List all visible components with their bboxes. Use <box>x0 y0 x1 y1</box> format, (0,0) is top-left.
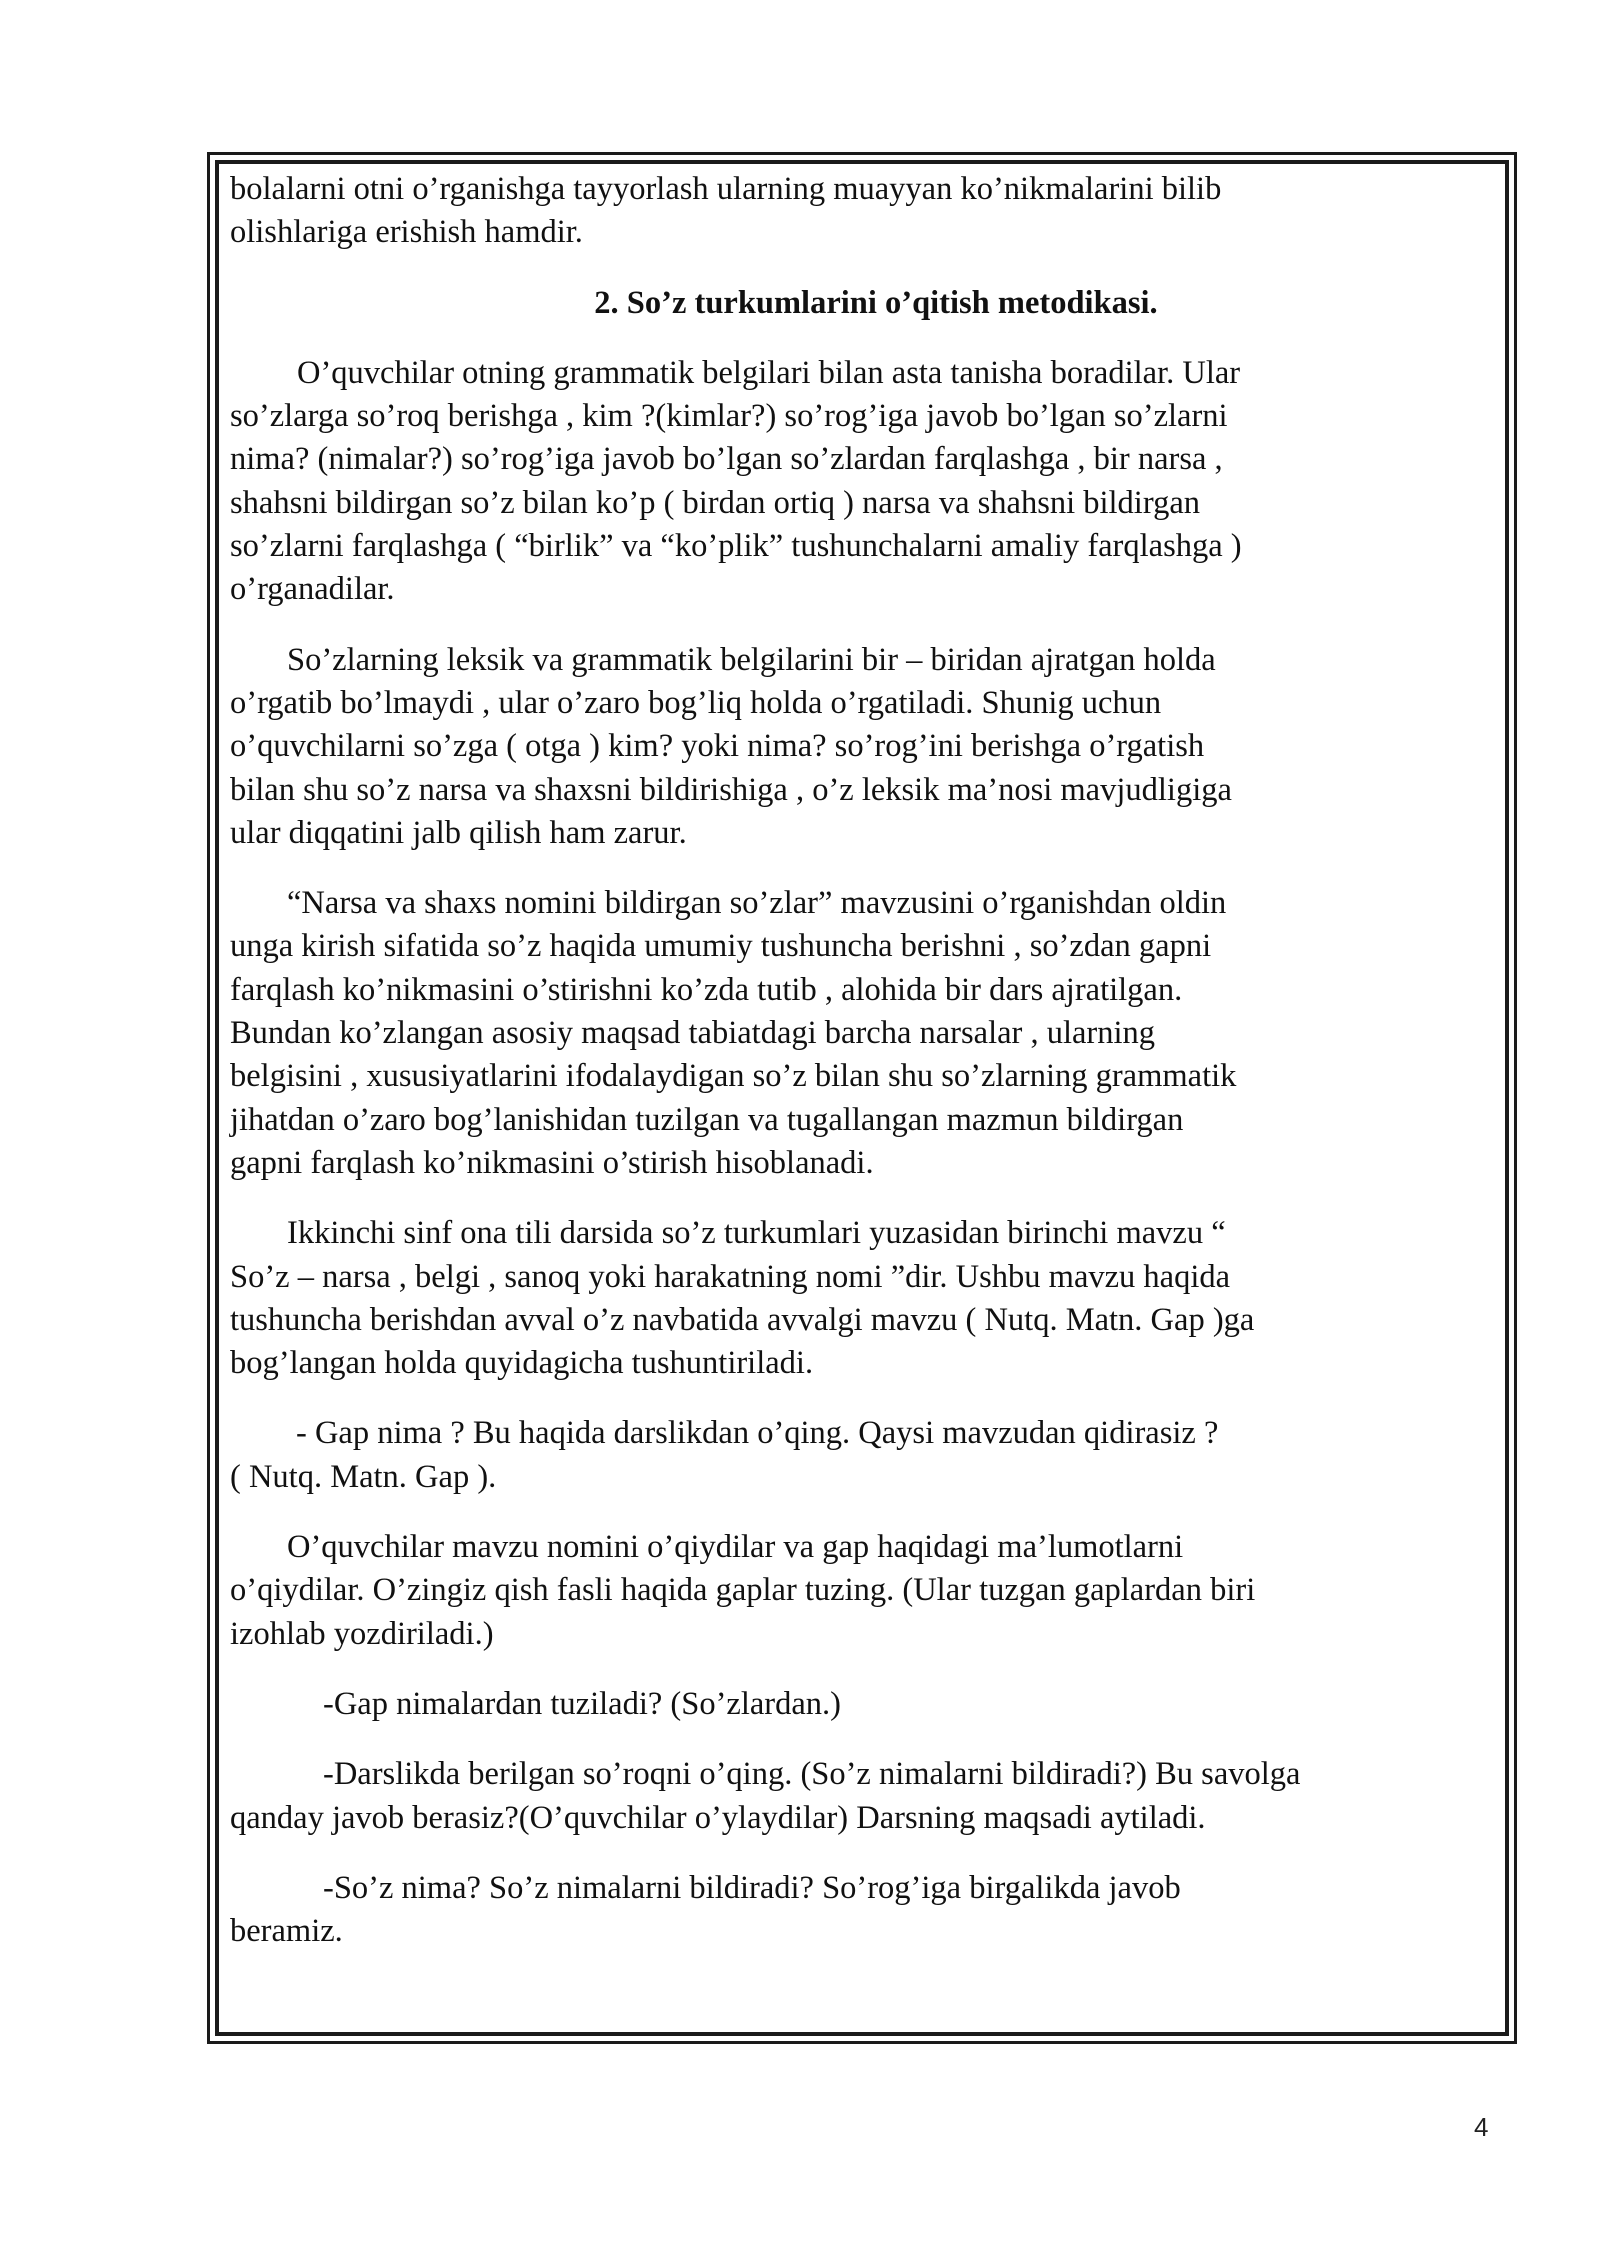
text-line: -Darslikda berilgan so’roqni o’qing. (So’z nimalarni bildiradi?) Bu savolga <box>323 1756 1301 1793</box>
text-line: jihatdan o’zaro bog’lanishidan tuzilgan va tugallangan mazmun bildirgan <box>230 1101 1184 1138</box>
text-line: -Gap nimalardan tuziladi? (So’zlardan.) <box>323 1685 841 1722</box>
text-line: farqlash ko’nikmasini o’stirishni ko’zda tutib , alohida bir dars ajratilgan. <box>230 971 1183 1008</box>
text-line: So’z – narsa , belgi , sanoq yoki harakatning nomi ”dir. Ushbu mavzu haqida <box>230 1258 1231 1295</box>
text-line: ( Nutq. Matn. Gap ). <box>230 1458 497 1495</box>
page-number: 4 <box>1474 2112 1489 2142</box>
text-line: -So’z nima? So’z nimalarni bildiradi? So’rog’iga birgalikda javob <box>323 1869 1181 1906</box>
text-line: shahsni bildirgan so’z bilan ko’p ( birdan ortiq ) narsa va shahsni bildirgan <box>230 484 1201 521</box>
paragraph-5 <box>230 1412 1492 1499</box>
text-line: izohlab yozdiriladi.) <box>230 1615 494 1652</box>
paragraph-6 <box>230 1526 1492 1656</box>
text-line: So’zlarning leksik va grammatik belgilarini bir – biridan ajratgan holda <box>287 641 1216 678</box>
section-heading: 2. So’z turkumlarini o’qitish metodikasi. <box>594 284 1158 321</box>
text-line: belgisini , xususiyatlarini ifodalaydigan so’z bilan shu so’zlarning grammatik <box>230 1058 1237 1095</box>
text-line: so’zlarni farqlashga ( “birlik” va “ko’plik” tushunchalarni amaliy farqlashga ) <box>230 528 1242 565</box>
text-line: qanday javob berasiz?(O’quvchilar o’ylaydilar) Darsning maqsadi aytiladi. <box>230 1799 1206 1836</box>
text-line: bolalarni otni o’rganishga tayyorlash ularning muayyan ko’nikmalarini bilib <box>230 171 1222 207</box>
text-line: olishlariga erishish hamdir. <box>230 214 583 251</box>
text-line: o’rganadilar. <box>230 571 395 608</box>
text-line: so’zlarga so’roq berishga , kim ?(kimlar?) so’rog’iga javob bo’lgan so’zlarni <box>230 398 1228 435</box>
text-line: o’qiydilar. O’zingiz qish fasli haqida gaplar tuzing. (Ular tuzgan gaplardan biri <box>230 1572 1256 1609</box>
text-line: Ikkinchi sinf ona tili darsida so’z turkumlari yuzasidan birinchi mavzu “ <box>287 1215 1226 1252</box>
paragraph-2 <box>230 639 1492 855</box>
text-line: “Narsa va shaxs nomini bildirgan so’zlar” mavzusini o’rganishdan oldin <box>287 885 1227 922</box>
text-line: gapni farqlash ko’nikmasini o’stirish hisoblanadi. <box>230 1144 874 1181</box>
paragraph-8 <box>230 1753 1492 1840</box>
text-line: nima? (nimalar?) so’rog’iga javob bo’lgan so’zlardan farqlashga , bir narsa , <box>230 441 1223 478</box>
paragraph-9 <box>230 1867 1492 1954</box>
text-line: bog’langan holda quyidagicha tushuntiriladi. <box>230 1345 814 1382</box>
text-line: o’rgatib bo’lmaydi , ular o’zaro bog’liq holda o’rgatiladi. Shunig uchun <box>230 684 1162 721</box>
text-line: Bundan ko’zlangan asosiy maqsad tabiatdagi barcha narsalar , ularning <box>230 1015 1156 1052</box>
paragraph-4 <box>230 1212 1492 1385</box>
paragraph-3 <box>230 882 1492 1185</box>
text-line: o’quvchilarni so’zga ( otga ) kim? yoki nima? so’rog’ini berishga o’rgatish <box>230 728 1205 765</box>
paragraph-7 <box>230 1683 1492 1726</box>
text-line: ular diqqatini jalb qilish ham zarur. <box>230 814 687 851</box>
intro-paragraph <box>230 168 1492 255</box>
text-line: - Gap nima ? Bu haqida darslikdan o’qing. Qaysi mavzudan qidirasiz ? <box>296 1415 1219 1452</box>
document-body <box>230 168 1492 1953</box>
paragraph-1 <box>230 352 1492 612</box>
text-line: O’quvchilar otning grammatik belgilari bilan asta tanisha boradilar. Ular <box>297 354 1241 391</box>
text-line: unga kirish sifatida so’z haqida umumiy tushuncha berishni , so’zdan gapni <box>230 928 1212 965</box>
text-line: O’quvchilar mavzu nomini o’qiydilar va gap haqidagi ma’lumotlarni <box>287 1529 1184 1566</box>
text-line: tushuncha berishdan avval o’z navbatida avvalgi mavzu ( Nutq. Matn. Gap )ga <box>230 1301 1255 1338</box>
text-line: beramiz. <box>230 1913 343 1950</box>
text-line: bilan shu so’z narsa va shaxsni bildirishiga , o’z leksik ma’nosi mavjudligiga <box>230 771 1232 808</box>
